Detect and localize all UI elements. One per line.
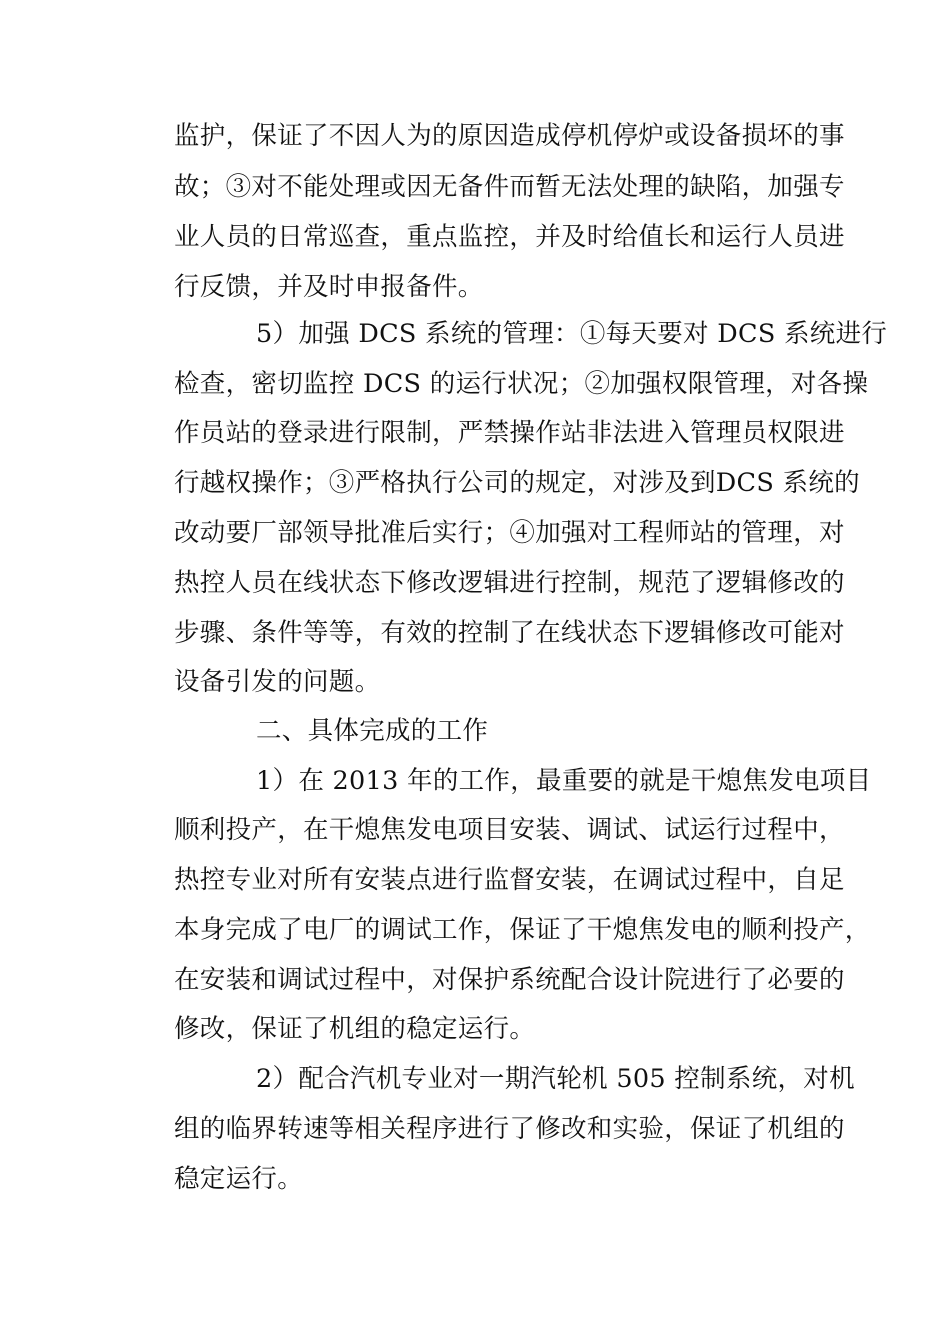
text-line: 热控专业对所有安装点进行监督安装，在调试过程中，自足 — [174, 865, 845, 895]
text-line: 在安装和调试过程中，对保护系统配合设计院进行了必要的 — [174, 965, 845, 995]
text-line: 修改，保证了机组的稳定运行。 — [174, 1014, 536, 1044]
text-line: 5）加强 DCS 系统的管理：①每天要对 DCS 系统进行 — [256, 319, 888, 349]
text-line: 改动要厂部领导批准后实行；④加强对工程师站的管理，对 — [174, 518, 845, 548]
text-line: 本身完成了电厂的调试工作，保证了干熄焦发电的顺利投产， — [174, 915, 871, 945]
text-line: 1）在 2013 年的工作，最重要的就是干熄焦发电项目 — [256, 766, 872, 796]
text-line: 2）配合汽机专业对一期汽轮机 505 控制系统，对机 — [256, 1064, 855, 1094]
text-line: 稳定运行。 — [174, 1164, 304, 1194]
text-line: 检查，密切监控 DCS 的运行状况；②加强权限管理，对各操 — [174, 369, 869, 399]
text-line: 监护，保证了不因人为的原因造成停机停炉或设备损坏的事 — [174, 121, 845, 151]
text-line: 设备引发的问题。 — [174, 667, 381, 697]
text-line: 步骤、条件等等，有效的控制了在线状态下逻辑修改可能对 — [174, 618, 845, 648]
text-line: 行反馈，并及时申报备件。 — [174, 272, 484, 302]
text-line: 行越权操作；③严格执行公司的规定，对涉及到DCS 系统的 — [174, 468, 860, 498]
section-heading: 二、具体完成的工作 — [256, 716, 489, 746]
text-line: 业人员的日常巡查，重点监控，并及时给值长和运行人员进 — [174, 222, 845, 252]
text-line: 故；③对不能处理或因无备件而暂无法处理的缺陷，加强专 — [174, 172, 845, 202]
text-line: 组的临界转速等相关程序进行了修改和实验，保证了机组的 — [174, 1114, 845, 1144]
text-line: 顺利投产，在干熄焦发电项目安装、调试、试运行过程中， — [174, 815, 845, 845]
text-line: 作员站的登录进行限制，严禁操作站非法进入管理员权限进 — [174, 418, 845, 448]
text-line: 热控人员在线状态下修改逻辑进行控制，规范了逻辑修改的 — [174, 568, 845, 598]
